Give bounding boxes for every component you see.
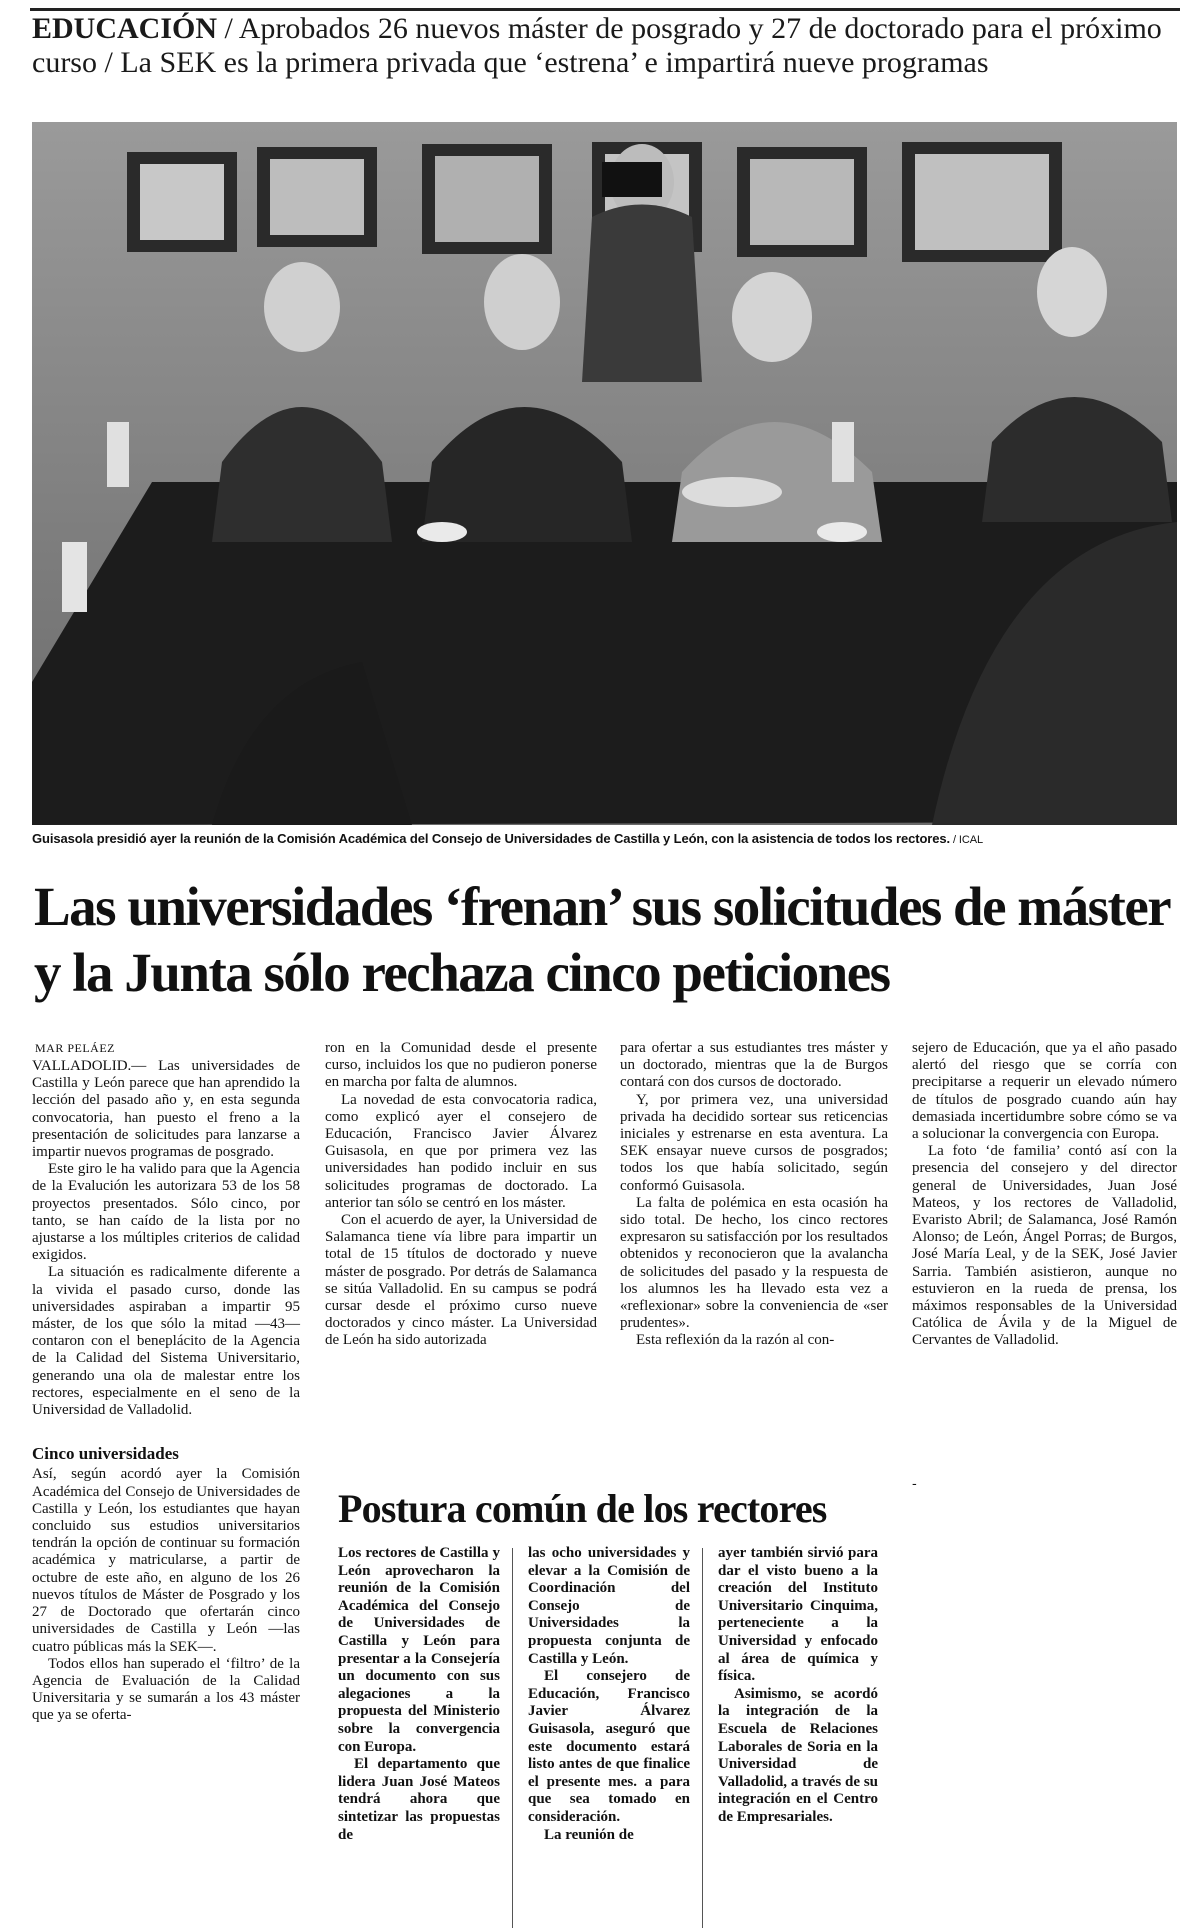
paragraph: La reunión de <box>544 1826 634 1843</box>
sidebar-column-3 <box>718 1545 878 1827</box>
paragraph: Esta reflexión da la razón al con- <box>636 1332 835 1349</box>
byline: MAR PELÁEZ <box>35 1041 115 1055</box>
paragraph: VALLADOLID.— Las universidades de Castilla y León parece que han aprendido la lección del pasado año y, en esta segunda convocatoria, han puesto el freno a la presentación de solicitudes para lanzarse a impartir nuevos programas de posgrado. <box>32 1058 300 1161</box>
photo-caption <box>32 831 1177 846</box>
body-column-4 <box>912 1040 1177 1350</box>
paragraph: La novedad de esta convocatoria radica, como explicó ayer el consejero de Educación, Francisco Javier Álvarez Guisasola, en que por primera vez las universidades han podido incluir en sus solicitudes programas de doctorado. La anterior tan sólo se centró en los máster. <box>325 1091 597 1211</box>
paragraph: Y, por primera vez, una universidad privada ha decidido sortear sus reticencias iniciales y estrenarse en esta aventura. La SEK ensayar nueve cursos de posgrados; todos los que había solicitado, según conformó Guisasola. <box>620 1091 888 1194</box>
paragraph: La situación es radicalmente diferente a la vivida el pasado curso, donde las universidades aspiraban a impartir 95 máster, de los que sólo la mitad —43— contaron con el beneplácito de la Agencia de la Calidad del Sistema Universitario, generando una ola de malestar entre los rectores, especialmente en el seno de la Universidad de Valladolid. <box>32 1264 300 1419</box>
sidebar-column-2 <box>528 1545 690 1844</box>
body-column-2 <box>325 1040 597 1350</box>
caption-text: Guisasola presidió ayer la reunión de la Comisión Académica del Consejo de Universidades de Castilla y León, con la asistencia de todos los rectores. <box>32 831 951 846</box>
column-rule <box>702 1548 703 1928</box>
photo-credit: / ICAL <box>950 834 983 846</box>
paragraph: La falta de polémica en esta ocasión ha sido total. De hecho, los cinco rectores expresaron su satisfacción por los resultados obtenidos y reconocieron que la avalancha de solicitudes del pasado y la respuesta de los alumnos les ha llevado esta vez a «reflexionar» sobre la conveniencia de «ser prudentes». <box>620 1194 888 1332</box>
headline: Las universidades ‘frenan’ sus solicitudes de máster y la Junta sólo rechaza cinco peticiones <box>34 876 1170 1003</box>
paragraph: ron en la Comunidad desde el presente curso, incluidos los que no pudieron ponerse en marcha por falta de alumnos. <box>325 1040 597 1091</box>
subheading: Cinco universidades <box>32 1444 179 1464</box>
paragraph: El departamento que lidera Juan José Mateos tendrá ahora que sintetizar las propuestas de <box>338 1756 500 1843</box>
sidebar-column-1 <box>338 1545 500 1844</box>
paragraph: las ocho universidades y elevar a la Comisión de Coordinación del Consejo de Universidades la propuesta conjunta de Castilla y León. <box>528 1545 690 1667</box>
paragraph: Así, según acordó ayer la Comisión Académica del Consejo de Universidades de Castilla y León, los estudiantes que hayan concluido sus estudios universitarios tendrán la opción de continuar su formación académica y matricularse, a partir de octubre de este año, en alguno de los 26 nuevos títulos de Máster de Posgrado y los 27 de Doctorado que ofertarán cinco universidades de Castilla y León —las cuatro públicas más la SEK—. <box>32 1466 300 1655</box>
paragraph: Con el acuerdo de ayer, la Universidad de Salamanca tiene vía libre para impartir un total de 15 títulos de doctorado y nueve máster de posgrado. Por detrás de Salamanca se sitúa Valladolid. En su campus se podrá cursar desde el próximo curso nueve doctorados y cinco máster. La Universidad de León ha sido autorizada <box>325 1212 597 1349</box>
page-mark: - <box>912 1476 917 1492</box>
paragraph: sejero de Educación, que ya el año pasado alertó del riesgo que se corría con precipitarse a requerir un elevado número de títulos de posgrado cuando aún hay demasiada incertidumbre sobre cómo se va a solucionar la convergencia con Europa. <box>912 1040 1177 1143</box>
paragraph: Todos ellos han superado el ‘filtro’ de la Agencia de Evaluación de la Calidad Universitaria y se sumarán a los 43 máster que ya se oferta- <box>32 1655 300 1724</box>
meeting-photo <box>32 122 1177 825</box>
column-rule <box>512 1548 513 1928</box>
paragraph: para ofertar a sus estudiantes tres máster y un doctorado, mientras que la de Burgos contará con dos cursos de doctorado. <box>620 1040 888 1091</box>
paragraph: El consejero de Educación, Francisco Javier Álvarez Guisasola, aseguró que este documento estará listo antes de que finalice el presente mes. a para que sea tomado en consideración. <box>528 1668 690 1825</box>
sidebar-title: Postura común de los rectores <box>338 1486 827 1531</box>
paragraph: Asimismo, se acordó la integración de la Escuela de Relaciones Laborales de Soria en la Universidad de Valladolid, a través de su integración en el Centro de Empresariales. <box>718 1685 878 1825</box>
paragraph: La foto ‘de familia’ contó así con la presencia del consejero y del director general de Universidades, Juan José Mateos, y los rectores de Valladolid, Evaristo Abril; de Salamanca, José Ramón Alonso; de León, Ángel Porras; de Burgos, José María Leal, y de la SEK, José Javier Sarria. También asistieron, aunque no estuvieron en la rueda de prensa, los máximos responsables de la Universidad Católica de Ávila y de la Miguel de Cervantes de Valladolid. <box>912 1143 1177 1349</box>
top-rule <box>30 8 1180 11</box>
body-column-1 <box>32 1058 300 1725</box>
kicker-text: / Aprobados 26 nuevos máster de posgrado y 27 de doctorado para el próximo curso / La SEK es la primera privada que ‘estrena’ e impartirá nueve programas <box>32 12 1162 79</box>
paragraph: Este giro le ha valido para que la Agencia de la Evalución les autorizara 53 de los 58 proyectos presentados. Sólo cinco, por tanto, se han caído de la lista por no ajustarse a los múltiples criterios de calidad exigidos. <box>32 1161 300 1264</box>
body-column-3 <box>620 1040 888 1350</box>
kicker <box>32 12 1182 80</box>
paragraph: Los rectores de Castilla y León aprovecharon la reunión de la Comisión Académica del Consejo de Universidades de Castilla y León para presentar a la Consejería un documento con sus alegaciones a la propuesta del Ministerio sobre la convergencia con Europa. <box>338 1545 500 1755</box>
section-label: EDUCACIÓN <box>32 12 218 45</box>
paragraph: ayer también sirvió para dar el visto bueno a la creación del Instituto Universitario Cinquima, perteneciente a la Universidad y enfocado al área de química y física. <box>718 1545 878 1685</box>
